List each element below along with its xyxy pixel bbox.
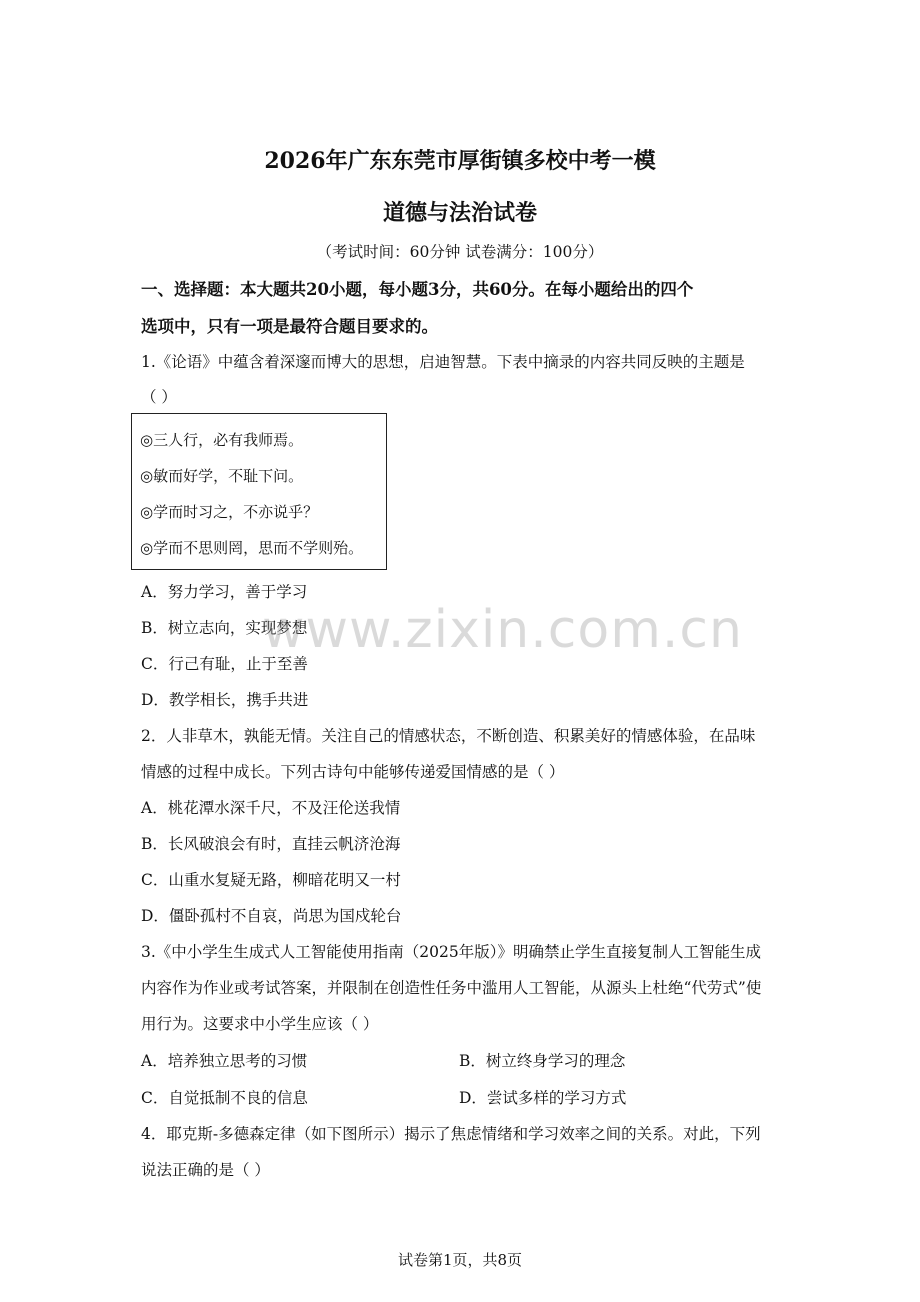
q1-quote-2: ◎敏而好学，不耻下问。	[140, 467, 304, 485]
section-heading-line1: 一、选择题：本大题共20小题，每小题3分，共60分。在每小题给出的四个	[141, 280, 694, 299]
q2-option-a: A．桃花潭水深千尺，不及汪伦送我情	[141, 799, 401, 817]
page-footer: 试卷第1页，共8页	[397, 1251, 523, 1269]
section-heading-line2: 选项中，只有一项是最符合题目要求的。	[141, 317, 438, 336]
q3-option-c: C．自觉抵制不良的信息	[141, 1089, 308, 1107]
q2-option-b: B．长风破浪会有时，直挂云帆济沧海	[141, 835, 401, 853]
q3-stem-line3: 用行为。这要求中小学生应该（ ）	[141, 1015, 379, 1033]
q1-quote-box	[131, 413, 387, 570]
exam-title: 2026年广东东莞市厚街镇多校中考一模	[264, 148, 656, 174]
q1-option-b: B．树立志向，实现梦想	[141, 619, 308, 637]
exam-subject: 道德与法治试卷	[382, 200, 537, 226]
q1-option-d: D．教学相长，携手共进	[141, 691, 309, 709]
q2-stem-line1: 2．人非草木，孰能无情。关注自己的情感状态，不断创造、积累美好的情感体验，在品味	[141, 727, 756, 745]
q3-stem-line2: 内容作为作业或考试答案，并限制在创造性任务中滥用人工智能，从源头上杜绝“代劳式”使	[141, 979, 762, 997]
q3-option-b: B．树立终身学习的理念	[459, 1052, 626, 1070]
q1-option-a: A．努力学习，善于学习	[141, 583, 308, 601]
q1-stem-line1: 1.《论语》中蕴含着深邃而博大的思想，启迪智慧。下表中摘录的内容共同反映的主题是	[141, 353, 745, 371]
q3-option-d: D．尝试多样的学习方式	[459, 1089, 627, 1107]
q2-option-d: D．僵卧孤村不自哀，尚思为国戍轮台	[141, 907, 402, 925]
q1-quote-1: ◎三人行，必有我师焉。	[140, 431, 304, 449]
q2-option-c: C．山重水复疑无路，柳暗花明又一村	[141, 871, 401, 889]
q2-stem-line2: 情感的过程中成长。下列古诗句中能够传递爱国情感的是（ ）	[141, 763, 565, 781]
q1-quote-3: ◎学而时习之，不亦说乎？	[140, 503, 319, 521]
q1-quote-4: ◎学而不思则罔，思而不学则殆。	[140, 539, 364, 557]
q1-stem-line2: （ ）	[141, 388, 177, 406]
q1-option-c: C．行己有耻，止于至善	[141, 655, 308, 673]
q4-stem-line1: 4．耶克斯-多德森定律（如下图所示）揭示了焦虑情绪和学习效率之间的关系。对此，下列	[141, 1125, 761, 1143]
watermark: www.zixin.com.cn	[262, 600, 743, 660]
exam-info: （考试时间：60分钟 试卷满分：100分）	[316, 243, 604, 261]
q4-stem-line2: 说法正确的是（ ）	[141, 1161, 270, 1179]
q3-option-a: A．培养独立思考的习惯	[141, 1052, 308, 1070]
q3-stem-line1: 3.《中小学生生成式人工智能使用指南（2025年版）》明确禁止学生直接复制人工智能生成	[141, 943, 761, 961]
